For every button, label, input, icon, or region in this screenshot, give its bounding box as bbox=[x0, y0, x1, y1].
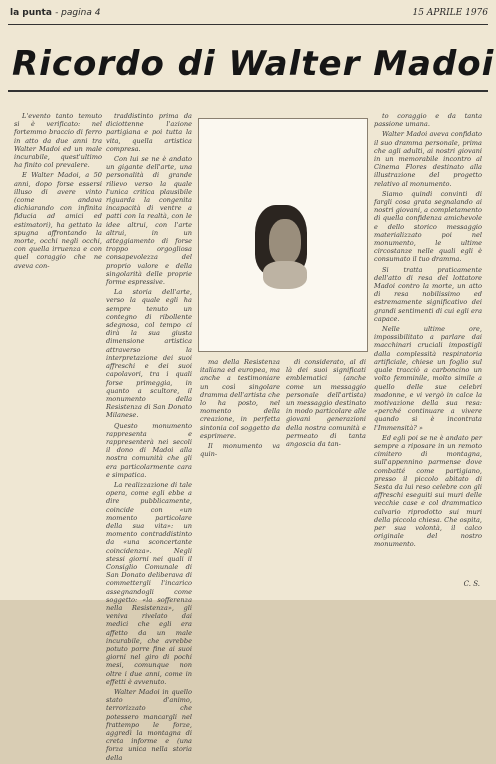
paragraph: ma della Resistenza italiana ed europea, ma anche a testimoniare un così singolare dramma dell'artista che lo ha posto, nel momento della creazione, in perfetta sintonia col soggetto da esprimere. bbox=[200, 358, 280, 440]
article-title: Ricordo di Walter Madoi bbox=[12, 44, 495, 84]
paragraph: La realizzazione di tale opera, come egli ebbe a dire pubblicamente, coincide con «un momento particolare della sua vita»: un momento contraddistinto da «una sconcertante coincidenza». Negli stessi giorni nei quali il Consiglio Comunale di San Donato deliberava di commettergli l'incarico assegnandogli come soggetto: «la sofferenza nella Resistenza», gli veniva rivelato dai medici che egli era affetto da un male incurabile, che avrebbe potuto porre fine ai suoi giorni nel giro di pochi mesi, comunque non oltre i due anni, come in effetti è avvenuto. bbox=[106, 480, 192, 686]
column-3 bbox=[200, 358, 280, 460]
author-signature: C. S. bbox=[463, 580, 480, 588]
portrait-face bbox=[269, 219, 301, 265]
paragraph: Il monumento va quin- bbox=[200, 442, 280, 459]
paragraph: La storia dell'arte, verso la quale egli ha sempre tenuto un contegno di ribollente sdegnosa, col tempo ci dirà la sua giusta dimensione artistica attraverso la interpretazione dei suoi affreschi e dei suoi capolavori, tra i quali forse primeggia, in quanto a scultore, il monumento della Resistenza di San Donato Milanese. bbox=[106, 288, 192, 420]
portrait-photo bbox=[198, 118, 368, 352]
paragraph: E Walter Madoi, a 50 anni, dopo forse essersi illuso di avere vinto (come andava dichiarando con infinita fiducia ad amici ed estimatori), ha gettato la spugna affrontando la morte, occhi negli occhi, con quella irruenza e con quel coraggio che ne aveva con- bbox=[14, 171, 102, 270]
paragraph: Con lui se ne è andato un gigante dell'arte, una personalità di grande rilievo verso la quale l'unica critica plausibile riguarda la congenita incapacità di ventre a patti con la realtà, con le idee altrui, con l'arte altrui, in un atteggiamento di forse troppo orgogliosa consapevolezza del proprio valore e della singolarità delle proprie forme espressive. bbox=[106, 155, 192, 287]
paragraph: Nelle ultime ore, impossibilitato a parlare dai macchinari cruciali impostigli dalla complessità respiratoria artificiale, chiese un foglio sul quale tracciò a carboncino un volto femminile, molto simile a quello delle sue celebri madonne, e vi vergò in calce la motivazione della sua resa: «perché continuare a vivere quando si è incontrata l'Immensità? » bbox=[374, 325, 482, 432]
column-5 bbox=[374, 112, 482, 551]
paragraph: L'evento tanto temuto si è verificato: nel fortemmo braccio di ferro in atto da due anni tra Walter Madoi ed un male incurabile, quest'ultimo ha finito col prevalere. bbox=[14, 112, 102, 170]
column-1 bbox=[14, 112, 102, 272]
header-rule bbox=[8, 24, 488, 25]
header-date: 15 APRILE 1976 bbox=[412, 8, 488, 18]
header-section-name: la punta bbox=[10, 8, 52, 18]
header-page: - pagina 4 bbox=[55, 8, 101, 18]
column-4 bbox=[286, 358, 366, 450]
column-2 bbox=[106, 112, 192, 764]
paragraph: Questo monumento rappresenta e rappresenterà nei secoli il dono di Madoi alla nostra comunità che gli era particolarmente cara e simpatica. bbox=[106, 421, 192, 479]
paragraph: Ed egli poi se ne è andato per sempre a riposare in un remoto cimitero di montagna, sull'appennino parmense dove combatté come partigiano, presso il piccolo abitato di Sesta da lui reso celebre con gli affreschi eseguiti sui muri delle vecchie case e col drammatico calvario riprodotto sui muri della piccola chiesa. Che ospita, per sua volontà, il calco originale del nostro monumento. bbox=[374, 433, 482, 549]
header-section bbox=[10, 8, 100, 18]
paragraph: Walter Madoi in quello stato d'animo, terrorizzato che potessero mancargli nel frattempo le forze, aggredì la montagna di creta informe e (una forza unica nella storia della bbox=[106, 688, 192, 762]
paragraph: di considerato, al di là dei suoi significati emblematici (anche come un messaggio personale dell'artista) un messaggio destinato in modo particolare alle giovani generazioni della nostra comunità e permeato di tanta angoscia da tan- bbox=[286, 358, 366, 449]
portrait-hand bbox=[263, 261, 307, 289]
paragraph: traddistinto prima da diciottenne l'azione partigiana e poi tutta la vita, quella artistica compresa. bbox=[106, 112, 192, 153]
paragraph: to coraggio e da tanta passione umana. bbox=[374, 112, 482, 129]
paragraph: Siamo quindi convinti di fargli cosa grata segnalando ai nostri giovani, a completamento di quella confidenza amichevole e dello storico messaggio materializzato poi nel monumento, le ultime circostanze nelle quali egli è consumato il tuo dramma. bbox=[374, 189, 482, 264]
paragraph: Walter Madoi aveva confidato il suo dramma personale, prima che agli adulti, ai nostri giovani in un memorabile incontro al Cinema Flores destinato alla illustrazione del progetto relativo al monumento. bbox=[374, 130, 482, 188]
paragraph: Si tratta praticamente dell'atto di resa del lottatore Madoi contro la morte, un atto di resa nobilissimo ed estremamente significativo dei grandi sentimenti di cui egli era capace. bbox=[374, 265, 482, 323]
page-header bbox=[10, 8, 488, 24]
title-rule bbox=[8, 90, 488, 92]
